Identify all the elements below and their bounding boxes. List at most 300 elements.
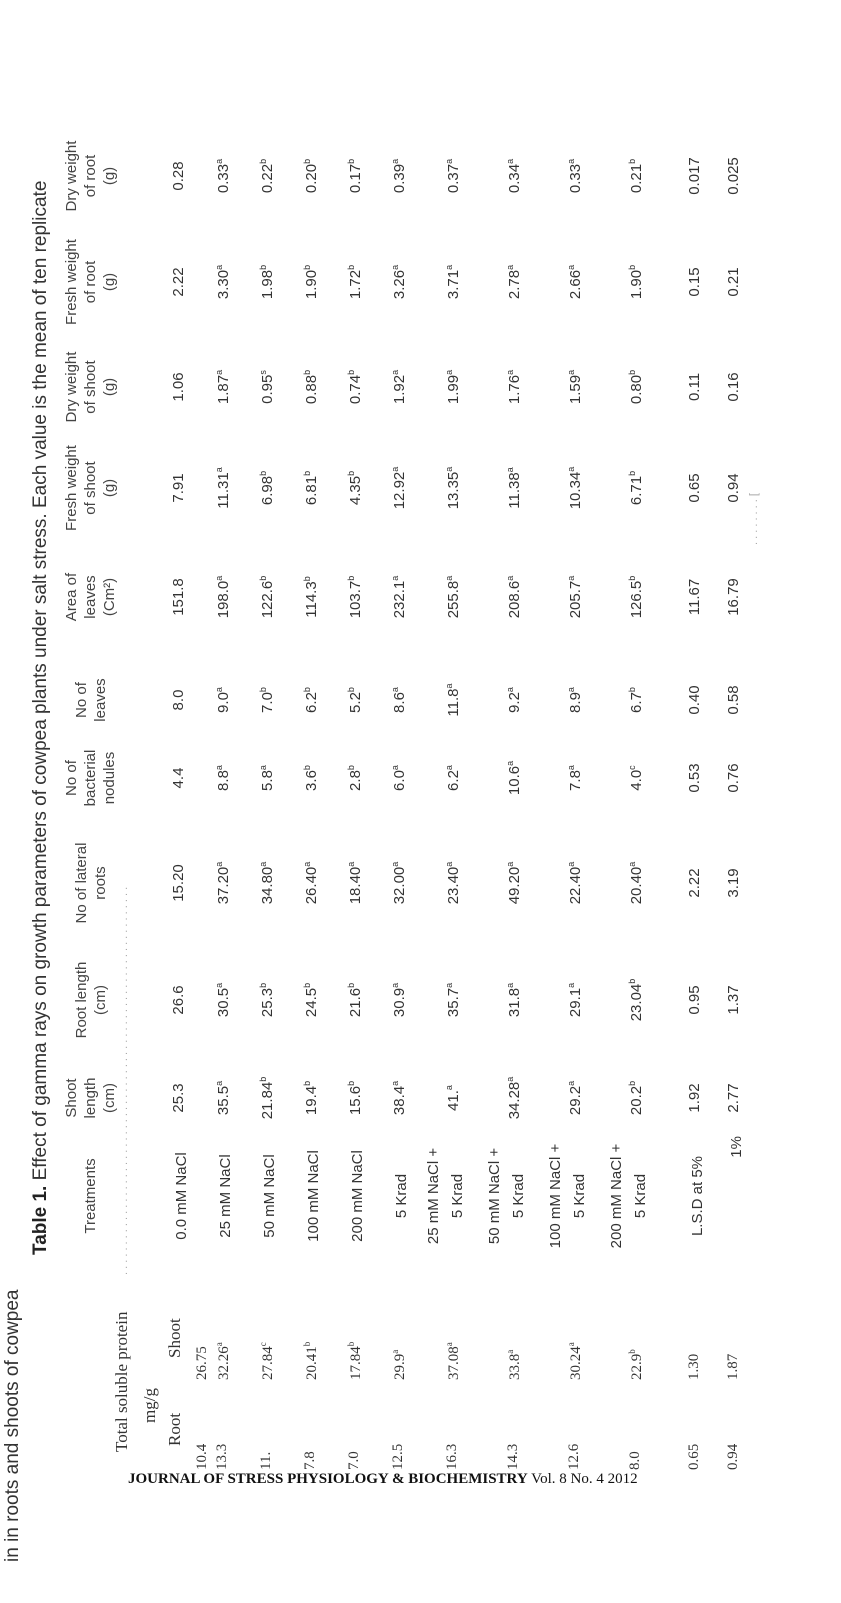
protein-root-cell: 8.0 (627, 1451, 643, 1470)
cell-superscript: b (302, 765, 312, 771)
cell-value: 33.8 (507, 1353, 523, 1380)
cell-superscript: a (566, 158, 576, 164)
cell-value: 26.40 (303, 866, 320, 905)
cell-value: 0.33 (215, 163, 232, 194)
cell-value: 5.2 (347, 692, 364, 713)
cell-superscript: a (505, 575, 515, 581)
cell-value: 20.2 (628, 1085, 645, 1116)
table-cell (258, 1048, 276, 1148)
cell-superscript: a (390, 158, 400, 164)
table-cell (686, 833, 703, 933)
treatment-cell: L.S.D at 5% (689, 1155, 706, 1237)
table-cell (170, 1048, 187, 1148)
cell-value: 0.80 (628, 374, 645, 405)
cell-superscript: a (214, 369, 224, 375)
column-header-line: length (82, 1077, 99, 1119)
column-header-line: of root (82, 154, 99, 198)
cell-value: 0.94 (725, 473, 742, 503)
cell-value: 0.74 (347, 374, 364, 405)
table-cell (725, 438, 742, 538)
cell-value: 0.21 (725, 267, 742, 297)
cell-value: 10.6 (506, 765, 523, 796)
table-cell (444, 126, 462, 226)
cell-value: 23.40 (445, 866, 462, 905)
cell-superscript: a (390, 982, 400, 988)
cell-value: 1.90 (303, 269, 320, 300)
cell-superscript: b (258, 982, 268, 988)
table-cell (444, 438, 462, 538)
table-cell (258, 833, 276, 933)
cell-superscript: a (444, 982, 454, 988)
journal-name: JOURNAL OF STRESS PHYSIOLOGY & BIOCHEMISTRY (128, 1471, 528, 1487)
cell-value: 11.67 (686, 578, 703, 616)
cell-value: 8.0 (170, 689, 187, 711)
table-cell (302, 126, 320, 226)
table-cell (566, 950, 584, 1050)
treatment-cell: 0.0 mM NaCl (173, 1152, 190, 1240)
cell-value: 24.5 (303, 987, 320, 1018)
treatment-cell (483, 1136, 531, 1256)
cell-value: 29.1 (567, 987, 584, 1018)
cell-value: 49.20 (506, 866, 523, 905)
cell-value: 34.28 (506, 1081, 523, 1120)
cell-superscript: a (390, 687, 400, 693)
cell-superscript: b (258, 575, 268, 581)
cell-superscript: b (627, 264, 637, 270)
table-cell (444, 833, 462, 933)
bleed-through-marks: . . . . . . . . . . . . . . . . . . . . . . . . . . . . . . . . . . . . . . . . . . . . . . . . . . . . . . . . . . . . . . . . (118, 886, 130, 1275)
cell-value: 0.33 (567, 163, 584, 194)
treatment-cell: 25 mM NaCl (217, 1154, 234, 1238)
protein-col-root: Root (165, 1412, 184, 1446)
column-header-line: Fresh weight (63, 239, 80, 325)
cell-superscript: a (214, 861, 224, 867)
cell-value: 205.7 (567, 580, 584, 619)
cell-superscript: b (258, 470, 268, 476)
cell-superscript: a (302, 861, 312, 867)
column-header-line: No of (63, 760, 80, 796)
table-cell (627, 650, 645, 750)
protein-shoot-cell (444, 1342, 463, 1380)
table-cell (725, 547, 742, 647)
cell-superscript: b (258, 687, 268, 693)
table-cell (346, 232, 364, 332)
table-cell (214, 547, 232, 647)
cell-superscript: a (444, 369, 454, 375)
cell-superscript: a (566, 466, 576, 472)
table-cell (444, 547, 462, 647)
cell-superscript: a (566, 687, 576, 693)
table-cell (505, 438, 523, 538)
cell-value: 1.30 (686, 1353, 702, 1380)
table-cell (214, 833, 232, 933)
treatment-line: 100 mM NaCl + (547, 1143, 564, 1249)
table-cell (346, 650, 364, 750)
cell-value: 0.15 (686, 267, 703, 297)
cell-superscript: a (627, 861, 637, 867)
cell-value: 30.24 (568, 1346, 584, 1380)
column-header-line: (cm) (101, 1083, 118, 1113)
cell-superscript: b (627, 369, 637, 375)
column-header-line: Area of (63, 572, 80, 622)
cell-value: 25.3 (259, 987, 276, 1018)
cell-value: 0.37 (445, 163, 462, 194)
table-cell (627, 1048, 645, 1148)
table-cell (505, 232, 523, 332)
cell-superscript: a (390, 264, 400, 270)
treatment-cell: 100 mM NaCl (305, 1150, 322, 1242)
cell-superscript: a (214, 982, 224, 988)
column-header-line: (g) (101, 166, 118, 186)
cell-superscript: a (505, 982, 515, 988)
table-cell (214, 950, 232, 1050)
cell-value: 32.26 (216, 1346, 232, 1380)
table-cell (444, 950, 462, 1050)
cell-value: 126.5 (628, 580, 645, 619)
cell-superscript: b (627, 575, 637, 581)
cell-superscript: b (302, 158, 312, 164)
table-cell (258, 126, 276, 226)
table-label: Table 1. (30, 1185, 51, 1255)
table-cell (444, 337, 462, 437)
cell-value: 15.6 (347, 1085, 364, 1116)
cell-superscript: a (444, 1342, 454, 1347)
protein-shoot-cell (725, 1354, 742, 1380)
cell-value: 15.20 (170, 864, 187, 902)
cell-superscript: s (258, 370, 268, 375)
cell-value: 8.9 (567, 692, 584, 713)
treatment-line: 25 mM NaCl + (425, 1147, 442, 1245)
cell-value: 6.2 (445, 770, 462, 791)
cell-value: 208.6 (506, 580, 523, 619)
cell-superscript: a (566, 264, 576, 270)
table-cell (214, 337, 232, 437)
cell-superscript: b (258, 1076, 268, 1082)
treatment-cell (605, 1136, 653, 1256)
cell-superscript: a (214, 1342, 224, 1347)
cell-value: 1.92 (391, 374, 408, 405)
cell-value: 38.4 (391, 1085, 408, 1116)
cell-value: 0.95 (259, 374, 276, 404)
cell-value: 7.0 (259, 692, 276, 713)
cell-superscript: b (346, 687, 356, 693)
table-cell (725, 232, 742, 332)
cell-value: 7.91 (170, 473, 187, 503)
cell-value: 7.8 (567, 770, 584, 791)
protein-col-shoot: Shoot (165, 1318, 184, 1358)
treatment-cell: 1% (728, 1136, 745, 1158)
protein-root-cell: 13.3 (214, 1443, 230, 1470)
cell-value: 5.8 (259, 770, 276, 791)
column-header-line: of shoot (82, 461, 99, 515)
journal-footer (128, 1471, 638, 1488)
column-header-line: (g) (101, 478, 118, 498)
table-cell (170, 232, 187, 332)
table-cell (627, 833, 645, 933)
cell-superscript: a (444, 264, 454, 270)
cell-value: 0.025 (725, 157, 742, 195)
table-cell (170, 650, 187, 750)
table-cell (444, 650, 462, 750)
table-cell (214, 1048, 232, 1148)
table-cell (258, 547, 276, 647)
cell-value: 8.6 (391, 692, 408, 713)
cell-value: 1.87 (725, 1353, 741, 1380)
table-cell (170, 833, 187, 933)
cell-superscript: a (390, 466, 400, 472)
cell-value: 6.81 (303, 475, 320, 506)
cell-value: 3.71 (445, 269, 462, 300)
cell-value: 1.06 (170, 372, 187, 402)
table-cell (725, 126, 742, 226)
table-cell (170, 438, 187, 538)
cell-value: 0.76 (725, 763, 742, 793)
cell-superscript: b (627, 687, 637, 693)
cell-superscript: a (566, 861, 576, 867)
table-cell (302, 833, 320, 933)
table-cell (390, 650, 408, 750)
protein-title: Total soluble protein (112, 1311, 131, 1452)
protein-shoot-cell (302, 1342, 321, 1380)
cell-value: 0.22 (259, 163, 276, 194)
cell-superscript: b (346, 470, 356, 476)
table-cell (390, 337, 408, 437)
cell-value: 19.4 (303, 1085, 320, 1116)
cell-value: 18.40 (347, 866, 364, 905)
column-header-line: Shoot (63, 1078, 80, 1118)
cell-superscript: a (390, 861, 400, 867)
protein-root-cell: 0.65 (686, 1443, 702, 1470)
cell-value: 0.11 (686, 372, 703, 402)
cell-superscript: c (627, 765, 637, 770)
protein-root-cell: 12.5 (390, 1443, 406, 1470)
treatment-cell: 5 Krad (393, 1173, 410, 1219)
cell-value: 22.40 (567, 866, 584, 905)
column-header-line: No of lateral (72, 842, 90, 924)
table-cell (390, 126, 408, 226)
cell-value: 27.84 (260, 1346, 276, 1380)
cell-superscript: a (505, 1349, 515, 1354)
cell-value: 31.8 (506, 987, 523, 1018)
cell-superscript: a (390, 1349, 400, 1354)
cell-superscript: b (302, 369, 312, 375)
journal-volume: Vol. 8 No. 4 2012 (531, 1471, 638, 1487)
table-cell (627, 547, 645, 647)
table-cell (258, 438, 276, 538)
cell-value: 21.6 (347, 987, 364, 1018)
protein-root-cell: 7.8 (302, 1451, 318, 1470)
cell-superscript: a (444, 466, 454, 472)
protein-shoot-cell (346, 1342, 365, 1380)
column-header-line: bacterial (82, 749, 99, 807)
treatment-cell (422, 1136, 470, 1256)
table-cell (566, 126, 584, 226)
table-cell (686, 337, 703, 437)
cell-value: 29.9 (392, 1353, 408, 1380)
cell-superscript: a (346, 861, 356, 867)
cell-value: 103.7 (347, 580, 364, 619)
column-header-line: Dry weight (63, 140, 80, 212)
table-cell (686, 126, 703, 226)
cell-value: 2.66 (567, 269, 584, 300)
cell-superscript: b (302, 982, 312, 988)
cell-superscript: b (302, 1341, 312, 1347)
column-header-line: Dry weight (63, 351, 80, 423)
cell-value: 0.53 (686, 763, 703, 793)
treatment-line: 5 Krad (510, 1173, 527, 1219)
table-cell (505, 126, 523, 226)
cell-superscript: a (390, 369, 400, 375)
table-cell (566, 547, 584, 647)
table-cell (302, 438, 320, 538)
cell-value: 1.59 (567, 374, 584, 405)
previous-table-caption: in in roots and shoots of cowpea (2, 1289, 23, 1562)
cell-value: 0.17 (347, 163, 364, 194)
cell-value: 151.8 (170, 578, 187, 616)
cell-superscript: b (346, 575, 356, 581)
cell-value: 8.8 (215, 770, 232, 791)
cell-value: 1.98 (259, 269, 276, 300)
cell-superscript: a (214, 575, 224, 581)
column-header-line: leaves (82, 575, 99, 619)
cell-value: 9.0 (215, 692, 232, 713)
table-cell (505, 337, 523, 437)
cell-value: 0.16 (725, 372, 742, 402)
table-cell (302, 337, 320, 437)
table-cell (214, 232, 232, 332)
table-cell (346, 950, 364, 1050)
table-cell (302, 232, 320, 332)
cell-value: 16.79 (725, 578, 742, 616)
cell-superscript: a (444, 861, 454, 867)
cell-value: 9.2 (506, 692, 523, 713)
cell-value: 4.35 (347, 475, 364, 506)
cell-superscript: a (566, 982, 576, 988)
table-cell (214, 650, 232, 750)
cell-superscript: a (566, 1342, 576, 1347)
table-cell (566, 650, 584, 750)
table-cell (566, 232, 584, 332)
cell-superscript: a (444, 575, 454, 581)
cell-value: 2.78 (506, 269, 523, 300)
cell-value: 1.92 (686, 1083, 703, 1113)
table-cell (686, 547, 703, 647)
cell-superscript: b (302, 264, 312, 270)
cell-value: 34.80 (259, 866, 276, 905)
cell-value: 6.2 (303, 692, 320, 713)
cell-value: 11.31 (215, 472, 232, 509)
cell-value: 30.9 (391, 987, 408, 1018)
treatment-line: 5 Krad (632, 1173, 649, 1219)
table-cell (627, 337, 645, 437)
cell-superscript: a (505, 158, 515, 164)
table-cell (170, 337, 187, 437)
treatment-line: 200 mM NaCl + (608, 1143, 625, 1249)
column-header-line: (g) (101, 377, 118, 397)
column-header-line: Treatments (82, 1158, 99, 1234)
cell-value: 23.04 (628, 983, 645, 1022)
cell-superscript: a (390, 765, 400, 771)
cell-value: 37.20 (215, 866, 232, 905)
cell-value: 0.88 (303, 374, 320, 405)
table-cell (627, 438, 645, 538)
protein-root-cell: 7.0 (346, 1451, 362, 1470)
cell-superscript: b (346, 264, 356, 270)
cell-superscript: b (258, 158, 268, 164)
cell-superscript: b (302, 1080, 312, 1086)
protein-shoot-cell (505, 1350, 524, 1380)
table-cell (302, 547, 320, 647)
treatment-line: 5 Krad (571, 1173, 588, 1219)
cell-value: 1.76 (506, 374, 523, 405)
table-cell (686, 1048, 703, 1148)
cell-superscript: a (505, 369, 515, 375)
cell-value: 22.9 (629, 1353, 645, 1380)
cell-value: 0.20 (303, 163, 320, 194)
cell-value: 2.8 (347, 770, 364, 791)
table-cell (566, 337, 584, 437)
cell-value: 1.37 (725, 985, 742, 1015)
table-cell (505, 950, 523, 1050)
treatment-cell: 200 mM NaCl (349, 1150, 366, 1242)
cell-superscript: a (214, 765, 224, 771)
cell-value: 20.40 (628, 866, 645, 905)
treatment-line: 50 mM NaCl + (486, 1147, 503, 1245)
table-cell (390, 232, 408, 332)
table-cell (170, 547, 187, 647)
cell-value: 35.5 (215, 1085, 232, 1116)
cell-superscript: c (258, 1342, 268, 1347)
cell-value: 114.3 (303, 581, 320, 618)
protein-root-cell: 14.3 (505, 1443, 521, 1470)
cell-superscript: b (346, 1080, 356, 1086)
table-cell (346, 337, 364, 437)
cell-superscript: a (390, 1080, 400, 1086)
cell-superscript: b (258, 264, 268, 270)
cell-value: 255.8 (445, 580, 462, 619)
cell-value: 10.34 (567, 471, 584, 510)
cell-superscript: a (214, 687, 224, 693)
cell-superscript: a (505, 467, 515, 473)
table-cell (505, 833, 523, 933)
cell-superscript: a (444, 158, 454, 164)
cell-superscript: b (627, 1349, 637, 1354)
cell-superscript: a (390, 575, 400, 581)
table-cell (390, 1048, 408, 1148)
protein-shoot-cell (390, 1350, 409, 1380)
table-cell (566, 438, 584, 538)
cell-superscript: a (566, 765, 576, 771)
table-cell (505, 547, 523, 647)
protein-shoot-cell (214, 1342, 233, 1380)
protein-shoot-cell (194, 1346, 211, 1380)
table-cell (214, 126, 232, 226)
cell-value: 6.0 (391, 770, 408, 791)
protein-shoot-cell (258, 1342, 277, 1380)
table-cell (390, 833, 408, 933)
cell-value: 30.5 (215, 987, 232, 1018)
protein-shoot-cell (566, 1342, 585, 1380)
table-cell (346, 547, 364, 647)
table-cell (627, 126, 645, 226)
cell-value: 3.30 (215, 269, 232, 300)
table-cell (346, 833, 364, 933)
cell-value: 198.0 (215, 580, 232, 619)
table-cell (346, 438, 364, 538)
cell-superscript: b (302, 576, 312, 582)
table-cell (346, 126, 364, 226)
cell-superscript: b (346, 765, 356, 771)
